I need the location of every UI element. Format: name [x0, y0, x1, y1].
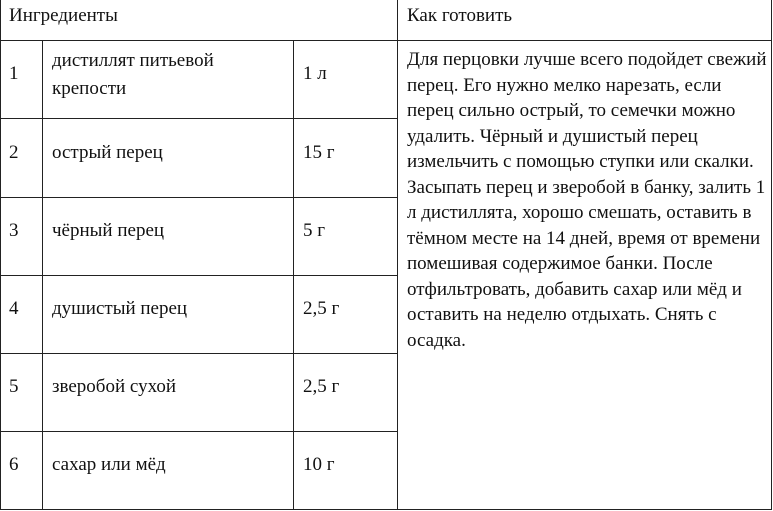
ingredient-amount: 1 л — [303, 63, 327, 84]
ingredients-header: Ингредиенты — [9, 5, 118, 26]
ingredients-column-border — [397, 0, 398, 510]
ingredient-amount: 2,5 г — [303, 376, 340, 397]
ingredient-amount: 2,5 г — [303, 298, 340, 319]
row-number: 1 — [9, 63, 19, 84]
row-number: 3 — [9, 220, 19, 241]
how-to-cook-header: Как готовить — [407, 5, 513, 26]
ingredient-name: сахар или мёд — [52, 454, 166, 475]
row-number: 2 — [9, 142, 19, 163]
row-separator — [0, 197, 398, 198]
ingredient-name: дистиллят питьевой крепости — [52, 50, 214, 99]
row-separator — [0, 118, 398, 119]
ingredient-amount: 10 г — [303, 454, 335, 475]
row-number: 5 — [9, 376, 19, 397]
row-number: 6 — [9, 454, 19, 475]
ingredient-name: чёрный перец — [52, 220, 165, 241]
row-number: 4 — [9, 298, 19, 319]
ingredient-amount: 15 г — [303, 142, 335, 163]
ingredient-name: душистый перец — [52, 298, 188, 319]
row-separator — [0, 431, 398, 432]
cooking-instructions: Для перцовки лучше всего подойдет свежий перец. Его нужно мелко нарезать, если перец сильно острый, то семечки можно удалить. Чёрный и душистый перец измельчить с помощью ступки или скалки. Засыпать перец и зверобой в банку, залить 1 л дистиллята, хорошо смешать, оставить в тёмном месте на 14 дней, время от времени помешивая содержимое банки. После отфильтровать, добавить сахар или мёд и оставить на неделю отдыхать. Снять с осадка. — [407, 49, 767, 351]
ingredient-name: острый перец — [52, 142, 163, 163]
ingredient-amount: 5 г — [303, 220, 326, 241]
header-separator — [0, 40, 772, 41]
row-separator — [0, 275, 398, 276]
row-separator — [0, 353, 398, 354]
ingredient-name: зверобой сухой — [52, 376, 177, 397]
